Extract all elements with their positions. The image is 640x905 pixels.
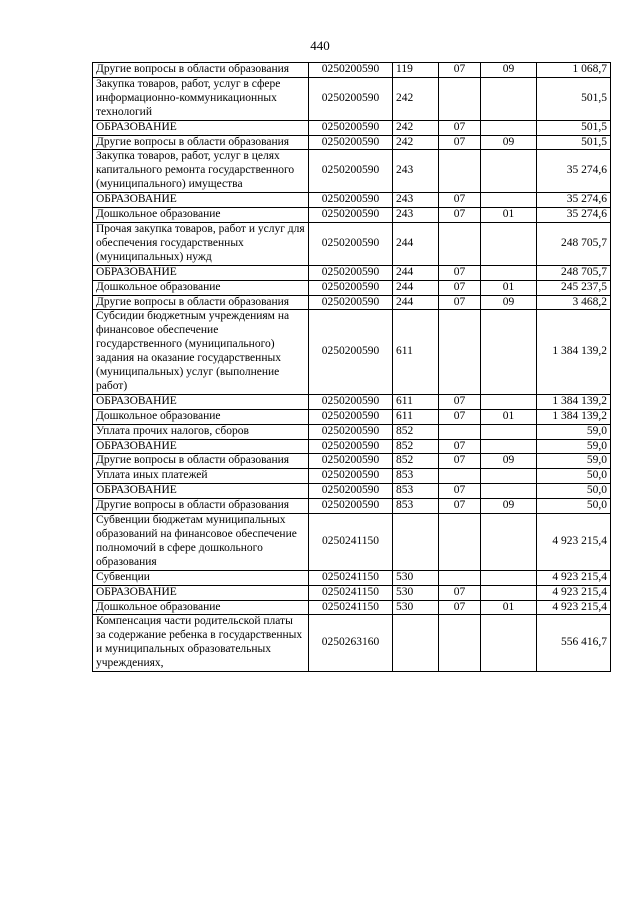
row-expense-type-cell: 119 (393, 63, 439, 78)
row-code-cell: 0250200590 (309, 394, 393, 409)
row-code-cell: 0250200590 (309, 310, 393, 394)
table-row (93, 600, 611, 615)
row-expense-type-cell: 243 (393, 208, 439, 223)
table-row (93, 135, 611, 150)
row-code-cell: 0250200590 (309, 295, 393, 310)
row-expense-type-cell: 242 (393, 77, 439, 120)
row-amount-cell: 4 923 215,4 (537, 600, 611, 615)
row-name-cell: Дошкольное образование (93, 600, 309, 615)
row-amount-cell: 59,0 (537, 439, 611, 454)
row-subsection-cell (481, 222, 537, 265)
row-code-cell: 0250263160 (309, 615, 393, 672)
row-amount-cell: 4 923 215,4 (537, 570, 611, 585)
row-amount-cell: 245 237,5 (537, 280, 611, 295)
row-section-cell: 07 (439, 193, 481, 208)
row-section-cell (439, 310, 481, 394)
row-section-cell (439, 424, 481, 439)
row-code-cell: 0250241150 (309, 600, 393, 615)
row-name-cell: Другие вопросы в области образования (93, 135, 309, 150)
row-subsection-cell (481, 570, 537, 585)
row-name-cell: ОБРАЗОВАНИЕ (93, 394, 309, 409)
row-expense-type-cell: 611 (393, 409, 439, 424)
table-row (93, 469, 611, 484)
row-expense-type-cell: 853 (393, 469, 439, 484)
row-subsection-cell (481, 310, 537, 394)
row-name-cell: Другие вопросы в области образования (93, 499, 309, 514)
row-name-cell: Прочая закупка товаров, работ и услуг для обеспечения государственных (муниципальных) нужд (93, 222, 309, 265)
table-row (93, 409, 611, 424)
row-name-cell: Дошкольное образование (93, 409, 309, 424)
row-subsection-cell (481, 77, 537, 120)
row-name-cell: Закупка товаров, работ, услуг в сфере информационно-коммуникационных технологий (93, 77, 309, 120)
row-expense-type-cell: 243 (393, 193, 439, 208)
row-subsection-cell (481, 150, 537, 193)
table-row (93, 484, 611, 499)
table-row (93, 208, 611, 223)
row-name-cell: Субвенции (93, 570, 309, 585)
row-expense-type-cell: 853 (393, 499, 439, 514)
row-section-cell (439, 514, 481, 571)
table-row (93, 499, 611, 514)
row-section-cell (439, 615, 481, 672)
row-name-cell: Другие вопросы в области образования (93, 63, 309, 78)
row-code-cell: 0250200590 (309, 222, 393, 265)
row-amount-cell: 59,0 (537, 424, 611, 439)
row-expense-type-cell: 243 (393, 150, 439, 193)
row-section-cell: 07 (439, 63, 481, 78)
row-code-cell: 0250200590 (309, 265, 393, 280)
row-amount-cell: 501,5 (537, 77, 611, 120)
row-amount-cell: 501,5 (537, 120, 611, 135)
row-name-cell: ОБРАЗОВАНИЕ (93, 484, 309, 499)
row-subsection-cell: 01 (481, 208, 537, 223)
row-code-cell: 0250200590 (309, 120, 393, 135)
row-subsection-cell (481, 469, 537, 484)
row-expense-type-cell: 530 (393, 570, 439, 585)
row-subsection-cell (481, 424, 537, 439)
row-expense-type-cell: 244 (393, 222, 439, 265)
row-expense-type-cell: 244 (393, 280, 439, 295)
row-amount-cell: 59,0 (537, 454, 611, 469)
row-expense-type-cell (393, 615, 439, 672)
row-expense-type-cell: 852 (393, 454, 439, 469)
row-expense-type-cell: 530 (393, 585, 439, 600)
table-row (93, 570, 611, 585)
row-section-cell (439, 222, 481, 265)
row-section-cell: 07 (439, 499, 481, 514)
row-amount-cell: 1 068,7 (537, 63, 611, 78)
row-amount-cell: 248 705,7 (537, 265, 611, 280)
row-section-cell: 07 (439, 280, 481, 295)
row-section-cell: 07 (439, 454, 481, 469)
row-code-cell: 0250200590 (309, 409, 393, 424)
table-row (93, 77, 611, 120)
table-row (93, 63, 611, 78)
row-amount-cell: 1 384 139,2 (537, 409, 611, 424)
table-row (93, 193, 611, 208)
table-row (93, 295, 611, 310)
page-number: 440 (310, 38, 330, 53)
row-subsection-cell: 09 (481, 295, 537, 310)
row-name-cell: Другие вопросы в области образования (93, 454, 309, 469)
row-subsection-cell: 09 (481, 135, 537, 150)
row-code-cell: 0250241150 (309, 585, 393, 600)
row-subsection-cell (481, 514, 537, 571)
budget-table (92, 62, 611, 672)
row-expense-type-cell: 242 (393, 120, 439, 135)
row-subsection-cell (481, 120, 537, 135)
row-name-cell: Субсидии бюджетным учреждениям на финансовое обеспечение государственного (муниципального) задания на оказание государственных (муниципальных) услуг (выполнение работ) (93, 310, 309, 394)
row-code-cell: 0250241150 (309, 570, 393, 585)
row-section-cell: 07 (439, 135, 481, 150)
row-section-cell: 07 (439, 265, 481, 280)
row-name-cell: Уплата прочих налогов, сборов (93, 424, 309, 439)
row-code-cell: 0250200590 (309, 469, 393, 484)
row-amount-cell: 4 923 215,4 (537, 585, 611, 600)
row-code-cell: 0250200590 (309, 280, 393, 295)
table-row (93, 265, 611, 280)
row-code-cell: 0250200590 (309, 208, 393, 223)
row-subsection-cell (481, 585, 537, 600)
table-row (93, 514, 611, 571)
row-expense-type-cell: 852 (393, 439, 439, 454)
table-row (93, 615, 611, 672)
row-section-cell (439, 150, 481, 193)
row-expense-type-cell: 611 (393, 310, 439, 394)
row-amount-cell: 4 923 215,4 (537, 514, 611, 571)
table-row (93, 150, 611, 193)
row-subsection-cell (481, 439, 537, 454)
row-section-cell: 07 (439, 120, 481, 135)
table-row (93, 424, 611, 439)
table-row (93, 454, 611, 469)
row-code-cell: 0250200590 (309, 424, 393, 439)
row-code-cell: 0250200590 (309, 439, 393, 454)
row-amount-cell: 556 416,7 (537, 615, 611, 672)
row-subsection-cell: 09 (481, 63, 537, 78)
row-subsection-cell (481, 484, 537, 499)
row-expense-type-cell: 852 (393, 424, 439, 439)
row-section-cell (439, 77, 481, 120)
row-section-cell: 07 (439, 394, 481, 409)
row-subsection-cell: 09 (481, 499, 537, 514)
row-subsection-cell (481, 394, 537, 409)
row-amount-cell: 1 384 139,2 (537, 310, 611, 394)
row-name-cell: Уплата иных платежей (93, 469, 309, 484)
row-subsection-cell (481, 265, 537, 280)
row-name-cell: Компенсация части родительской платы за содержание ребенка в государственных и муниципальных образовательных учреждениях, (93, 615, 309, 672)
row-section-cell: 07 (439, 585, 481, 600)
row-name-cell: Закупка товаров, работ, услуг в целях капитального ремонта государственного (муниципального) имущества (93, 150, 309, 193)
row-section-cell: 07 (439, 600, 481, 615)
row-section-cell: 07 (439, 484, 481, 499)
row-subsection-cell: 01 (481, 280, 537, 295)
row-code-cell: 0250200590 (309, 193, 393, 208)
row-name-cell: Дошкольное образование (93, 208, 309, 223)
budget-table-body (93, 63, 611, 672)
row-amount-cell: 50,0 (537, 499, 611, 514)
row-name-cell: ОБРАЗОВАНИЕ (93, 120, 309, 135)
row-amount-cell: 35 274,6 (537, 150, 611, 193)
row-expense-type-cell (393, 514, 439, 571)
row-name-cell: ОБРАЗОВАНИЕ (93, 193, 309, 208)
row-amount-cell: 3 468,2 (537, 295, 611, 310)
row-section-cell: 07 (439, 295, 481, 310)
row-name-cell: Другие вопросы в области образования (93, 295, 309, 310)
row-name-cell: ОБРАЗОВАНИЕ (93, 265, 309, 280)
row-code-cell: 0250200590 (309, 135, 393, 150)
row-name-cell: Субвенции бюджетам муниципальных образований на финансовое обеспечение полномочий в сфере дошкольного образования (93, 514, 309, 571)
row-section-cell (439, 570, 481, 585)
row-code-cell: 0250241150 (309, 514, 393, 571)
row-code-cell: 0250200590 (309, 484, 393, 499)
row-code-cell: 0250200590 (309, 63, 393, 78)
row-subsection-cell (481, 193, 537, 208)
table-row (93, 439, 611, 454)
row-section-cell: 07 (439, 409, 481, 424)
row-amount-cell: 50,0 (537, 469, 611, 484)
row-subsection-cell (481, 615, 537, 672)
row-expense-type-cell: 242 (393, 135, 439, 150)
row-expense-type-cell: 853 (393, 484, 439, 499)
row-section-cell: 07 (439, 439, 481, 454)
row-expense-type-cell: 244 (393, 295, 439, 310)
row-amount-cell: 1 384 139,2 (537, 394, 611, 409)
row-code-cell: 0250200590 (309, 77, 393, 120)
row-subsection-cell: 01 (481, 409, 537, 424)
row-subsection-cell: 09 (481, 454, 537, 469)
row-amount-cell: 501,5 (537, 135, 611, 150)
row-amount-cell: 248 705,7 (537, 222, 611, 265)
row-expense-type-cell: 244 (393, 265, 439, 280)
row-amount-cell: 35 274,6 (537, 208, 611, 223)
row-expense-type-cell: 611 (393, 394, 439, 409)
row-section-cell: 07 (439, 208, 481, 223)
row-amount-cell: 35 274,6 (537, 193, 611, 208)
row-name-cell: Дошкольное образование (93, 280, 309, 295)
table-row (93, 310, 611, 394)
table-row (93, 120, 611, 135)
table-row (93, 280, 611, 295)
row-code-cell: 0250200590 (309, 499, 393, 514)
row-name-cell: ОБРАЗОВАНИЕ (93, 439, 309, 454)
table-row (93, 585, 611, 600)
table-row (93, 394, 611, 409)
row-expense-type-cell: 530 (393, 600, 439, 615)
row-code-cell: 0250200590 (309, 454, 393, 469)
row-section-cell (439, 469, 481, 484)
row-subsection-cell: 01 (481, 600, 537, 615)
row-amount-cell: 50,0 (537, 484, 611, 499)
table-row (93, 222, 611, 265)
row-code-cell: 0250200590 (309, 150, 393, 193)
row-name-cell: ОБРАЗОВАНИЕ (93, 585, 309, 600)
